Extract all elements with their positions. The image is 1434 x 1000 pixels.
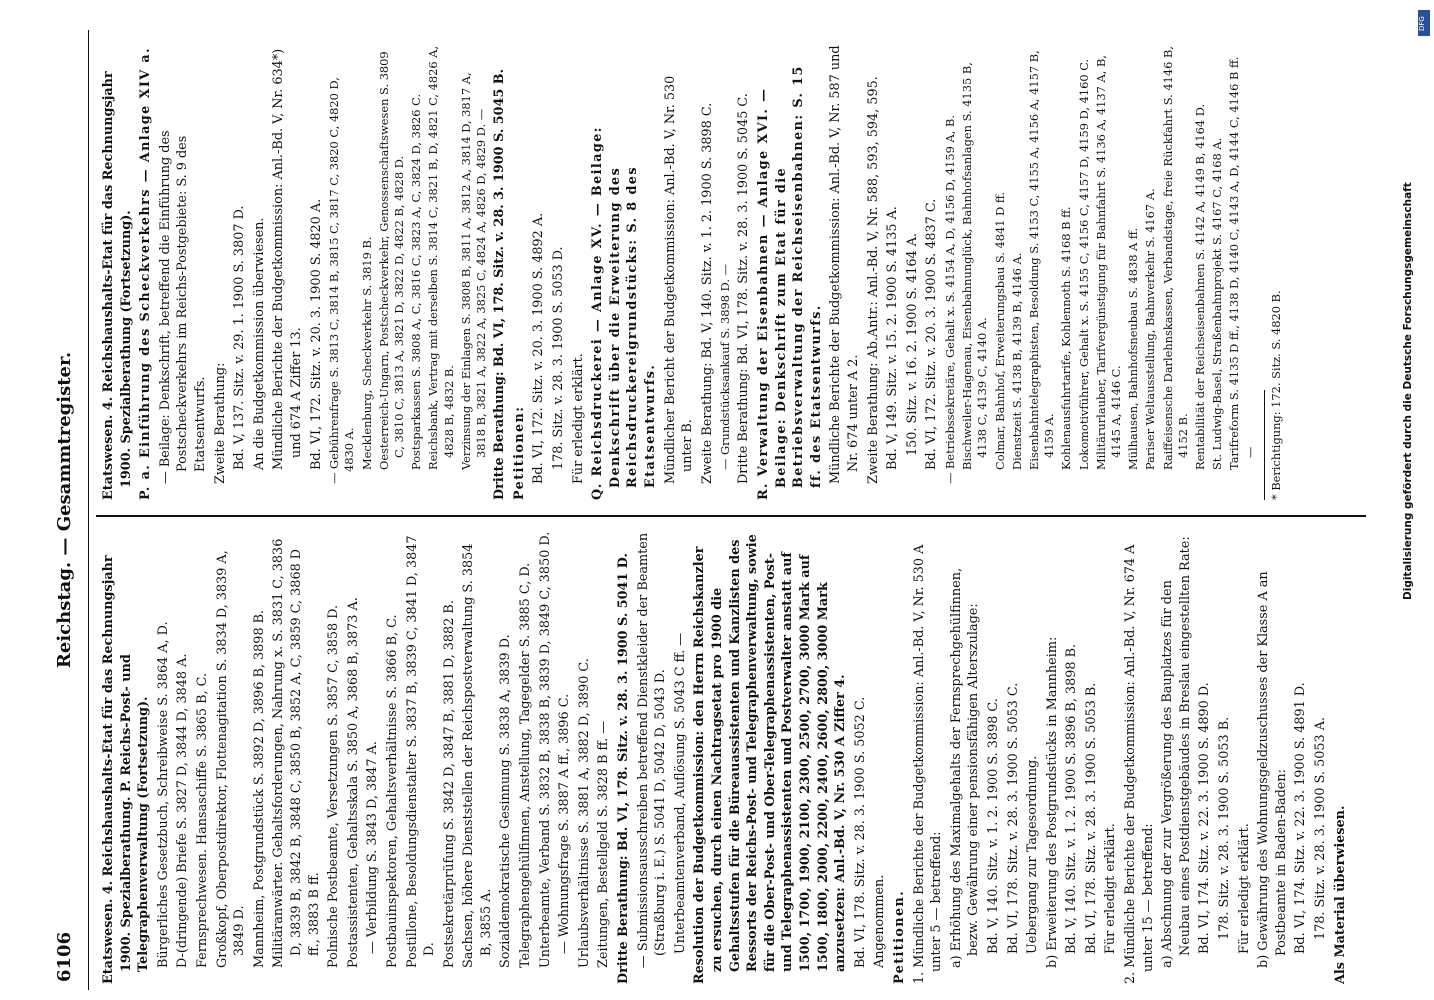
- index-entry: Bd. VI, 174. Sitz. v. 22. 3. 1900 S. 4890 D.: [1197, 682, 1213, 954]
- digitization-note: Digitalisierung gefördert durch die Deutsche Forschungsgemeinschaft: [1402, 182, 1414, 600]
- index-entry: Mannheim, Postgrundstück S. 3892 D, 3896 B, 3898 B.: [251, 609, 267, 968]
- index-entry: — Gebührenfrage S. 3813 C, 3814 B, 3815 C, 3817 C, 3820 C, 4820 D, 4830 A.: [327, 77, 357, 484]
- index-entry: a) Abschnung der zur Vergrößerung des Bauplatzes für den Neubau eines Postdienstgebäudes in Breslau eingestellten Rate:: [1160, 536, 1193, 968]
- index-entry: Militäranwärter. Gehaltsforderungen, Nahrung x. S. 3831 C, 3836 D, 3839 B, 3842 B, 3848 C, 3850 B, 3852 A, C, 3859 C, 3868 D ff., 3883 B ff.: [271, 538, 322, 968]
- index-entry: An die Budgetkommission überwiesen.: [251, 217, 267, 470]
- index-entry: — Grundstücksankauf S. 3898 D. —: [718, 263, 733, 470]
- index-entry: Postillone, Besoldungsdienstalter S. 3837 B, 3839 C, 3841 D, 3847 D.: [404, 535, 438, 968]
- left-column: [100, 529, 1400, 984]
- section-heading: P. a. Einführung des Scheckverkehrs — Anlage XIV a.: [138, 47, 154, 500]
- index-entry: b) Gewährung des Wohnungsgeldzuschusses der Klasse A an Postbeamte in Baden-Baden:: [1256, 571, 1289, 968]
- index-entry: Bd. VI, 178. Sitz. v. 28. 3. 1900 S. 5053 B.: [1083, 682, 1099, 954]
- section-heading: Petitionen:: [511, 405, 527, 500]
- index-entry: 2. Mündliche Berichte der Budgetkommission: Anl.-Bd. V, Nr. 674 A unter 15 — betreffend:: [1123, 544, 1156, 984]
- index-entry: Sozialdemokratische Gesinnung S. 3838 A, 3839 D.: [498, 634, 514, 968]
- footnote: * Berichtigung: 172. Sitz. S. 4820 B.: [1268, 290, 1283, 500]
- index-entry: Bd. VI, 178. Sitz. v. 28. 3. 1900 S. 5053 C.: [1005, 682, 1021, 954]
- section-heading: R. Verwaltung der Eisenbahnen — Anlage XVI. — Beilage: Denkschrift zum Etat für die Betriebsverwaltung der Reichseisenbahnen: S. 15 ff. des Etatsentwurfs.: [756, 65, 824, 500]
- index-entry: Dritte Berathung: Bd. VI, 178. Sitz. v. 28. 3. 1900 S. 5045 C.: [736, 93, 752, 484]
- index-entry: Oesterreich-Ungarn, Postscheckverkehr, Genossenschaftswesen S. 3809 C, 3810 C, 3813 A, 3821 D, 3822 D, 4822 B, 4828 D.: [376, 51, 406, 470]
- index-entry: Mündlicher Bericht der Budgetkommission: Anl.-Bd. V, Nr. 530 unter B.: [662, 75, 696, 484]
- index-entry: Resolution der Budgetkommission: den Herrn Reichskanzler zu ersuchen, durch einen Nachtragsetat pro 1900 die Gehaltsstufen für die Büreauassistenten und Kanzlisten des Ressorts der Reichs-Post- und Telegraphenverwaltung, sowie für die Ober-Post- und Ober-Telegraphenassistenten, Post- und Telegraphenassistenten und Postverwalter anstatt auf 1500, 1700, 1900, 2100, 2300, 2500, 2700, 3000 Mark auf 1500, 1800, 2000, 2200, 2400, 2600, 2800, 3000 Mark anzusetzen: Anl.-Bd. V, Nr. 530 A Ziffer 4.: [692, 534, 849, 984]
- index-entry: Raiffeisensche Darlehnskassen, Verbandstage, freie Rückfahrt S. 4146 B, 4152 B.: [1160, 46, 1190, 470]
- index-entry: Sachsen, höhere Dienststellen der Reichspostverwaltung S. 3854 B, 3855 A.: [461, 543, 494, 968]
- index-entry: Zweite Berathung: Ab.Antr.: Anl.-Bd. V, Nr. 588, 593, 594, 595.: [865, 76, 881, 484]
- index-entry: Pariser Weltausstellung, Bahnverkehr S. 4167 A.: [1143, 188, 1158, 470]
- index-entry: Lokomotivführer, Gehalt x. S. 4155 C, 4156 C, 4157 D, 4159 D, 4160 C.: [1076, 58, 1091, 470]
- index-entry: 178. Sitz. v. 28. 3. 1900 S. 5053 B.: [1217, 716, 1233, 940]
- index-entry: Verzinsung der Einlagen S. 3808 B, 3811 A, 3812 A, 3814 D, 3817 A, 3818 B, 3821 A, 3822 A, 3825 C, 4824 A, 4826 D, 4829 D. —: [458, 72, 488, 470]
- index-entry: Bischweiler-Hagenau, Eisenbahnunglück, Bahnhofsanlagen S. 4135 B, 4138 C, 4139 C, 4140 A.: [960, 62, 990, 470]
- index-entry: 178. Sitz. v. 28. 3. 1900 S. 5053 A.: [1313, 716, 1328, 940]
- index-entry: St. Ludwig-Basel, Straßenbahnprojekt S. 4167 C, 4168 A.: [1210, 137, 1225, 470]
- index-entry: Postbauinspektoren, Gehaltsverhältnisse S. 3866 B, C.: [384, 614, 400, 968]
- index-entry: Zeitungen, Bestellgeld S. 3828 B ff. —: [596, 720, 612, 968]
- index-entry: Kohlenausfuhrtarife, Kohlennoth S. 4168 B ff.: [1059, 206, 1074, 470]
- index-entry: 1. Mündliche Berichte der Budgetkommission: Anl.-Bd. V, Nr. 530 A unter 5 — betreffend:: [911, 544, 945, 984]
- index-entry: Bd. VI, 174. Sitz. v. 22. 3. 1900 S. 4891 D.: [1293, 682, 1309, 954]
- index-entry: Tarifreform S. 4135 D ff., 4138 D, 4140 C, 4143 A, D, 4144 C, 4146 B ff. —: [1227, 56, 1257, 470]
- index-entry: Mündliche Berichte der Budgetkommission: Anl.-Bd. V, Nr. 587 und Nr. 674 unter A 2.: [828, 45, 862, 484]
- index-entry: Bd. V, 149. Sitz. v. 15. 2. 1900 S. 4135 A.: [885, 206, 901, 470]
- index-entry: Dienstzeit S. 4138 B, 4139 B, 4146 A.: [1009, 252, 1024, 470]
- index-entry: Postassistenten, Gehaltsskala S. 3850 A, 3868 B, 3873 A.: [345, 597, 361, 968]
- index-entry: — Verbildung S. 3843 D, 3847 A.: [365, 741, 381, 954]
- footnote-rule: [1264, 390, 1265, 500]
- index-entry: Bd. VI, 172. Sitz. v. 20. 3. 1900 S. 4892 A.: [531, 212, 547, 484]
- index-entry: Militärurlauber, Tarifvergünstigung für Bahnfahrt S. 4136 A, 4137 A, B, 4145 A, 4146 C.: [1093, 55, 1124, 470]
- index-entry: Für erledigt erklärt.: [570, 353, 586, 484]
- running-head: [48, 30, 89, 990]
- index-entry: Angenommen.: [872, 874, 888, 968]
- section-heading: Petitionen.: [891, 889, 907, 984]
- index-entry: Dritte Berathung: Bd. VI, 178. Sitz. v. 28. 3. 1900 S. 5045 B.: [492, 68, 508, 500]
- index-entry: Mündliche Berichte der Budgetkommission: Anl.-Bd. V, Nr. 634*) und 674 A Ziffer 13.: [271, 48, 304, 470]
- index-entry: Telegraphengehülfinnen, Anstellung, Tagegelder S. 3885 C, D.: [518, 562, 534, 968]
- index-entry: Dritte Berathung: Bd. VI, 178. Sitz. v. 28. 3. 1900 S. 5041 D.: [616, 553, 632, 984]
- index-entry: Für erledigt erklärt.: [1236, 823, 1252, 954]
- page-number: 6106: [54, 931, 75, 982]
- index-entry: Postsekretärprüfung S. 3842 D, 3847 B, 3881 D, 3882 B.: [441, 600, 457, 968]
- index-entry: b) Erweiterung des Postgrundstücks in Mannheim:: [1044, 636, 1060, 968]
- index-entry: Bd. VI, 172. Sitz. v. 20. 3. 1900 S. 4820 A.: [308, 198, 324, 470]
- index-entry: Bd. VI, 172. Sitz. v. 20. 3. 1900 S. 4837 C.: [924, 198, 940, 470]
- rotated-page: [40, 30, 1420, 990]
- index-entry: Etatswesen. 4. Reichshaushalts-Etat für das Rechnungsjahr 1900. Spezialberathung. P. Reichs-Post- und Telegraphenverwaltung (Fortsetzung).: [101, 555, 152, 984]
- index-entry: Als Material überwiesen.: [1332, 805, 1348, 984]
- index-entry: — Wohnungsfrage S. 3887 A ff., 3896 C.: [557, 693, 573, 954]
- index-entry: Bd. V, 140. Sitz. v. 1. 2. 1900 S. 3898 C.: [985, 698, 1001, 954]
- index-entry: — Beilage: Denkschrift, betreffend die Einführung des Postscheckverkehrs im Reichs-Postgebiete: S. 9 des Etatsentwurfs.: [157, 130, 208, 484]
- page-title: Reichstag. — Gesammtregister.: [54, 351, 75, 669]
- index-entry: 178. Sitz. v. 28. 3. 1900 S. 5053 D.: [550, 246, 566, 470]
- index-entry: Rentabilität der Reichseisenbahnen S. 4142 A, 4149 B, 4164 D.: [1193, 103, 1208, 470]
- section-heading: Q. Reichsdruckerei — Anlage XV. — Beilage: Denkschrift über die Erweiterung des Reichsdruckereigrundstücks: S. 8 des Etatsentwurfs.: [590, 126, 658, 500]
- index-entry: Urlaubsverhältnisse S. 3881 A, 3882 D, 3890 C.: [576, 658, 592, 968]
- index-entry: Polnische Postbeamte, Versetzungen S. 3857 C, 3858 D.: [326, 604, 342, 968]
- index-entry: Eisenbahntelegraphisten, Besoldung S. 4153 C, 4155 A, 4156 A, 4157 B, 4159 A.: [1027, 50, 1057, 470]
- column-divider: [96, 516, 1366, 518]
- index-entry: — Submissionsausschreiben betreffend Dienstkleider der Beamten (Straßburg i. E.) S. 5041 D, 5042 D, 5043 D.: [635, 532, 669, 968]
- index-entry: Postsparkassen S. 3808 A, C, 3816 C, 3823 A, C, 3824 D, 3826 C.: [409, 93, 424, 470]
- index-entry: Unterbeamtenverband, Auflösung S. 5043 C ff. —: [672, 632, 688, 954]
- index-entry: 150. Sitz. v. 16. 2. 1900 S. 4164 A.: [904, 232, 920, 456]
- index-entry: Bd. VI, 178. Sitz. v. 28. 3. 1900 S. 5052 C.: [852, 696, 868, 968]
- index-entry: Unterbeamte, Verband S. 3832 B, 3838 B, 3839 D, 3849 C, 3850 D.: [537, 531, 553, 968]
- index-entry: Großkopf, Oberpostdirektor, Flottenagitation S. 3834 D, 3839 A, 3849 D.: [214, 550, 248, 968]
- index-entry: Etatswesen. 4. Reichshaushalts-Etat für das Rechnungsjahr 1900. Spezialberathung (Fortsetzung).: [101, 71, 134, 500]
- index-entry: Bd. V, 137. Sitz. v. 29. 1. 1900 S. 3807 D.: [232, 205, 248, 470]
- index-entry: Mecklenburg, Scheckverkehr S. 3819 B.: [359, 236, 374, 470]
- index-entry: Bd. V, 140. Sitz. v. 1. 2. 1900 S. 3896 B, 3898 B.: [1064, 643, 1080, 954]
- index-entry: Mülhausen, Bahnhofsneubau S. 4838 A ff.: [1126, 227, 1141, 470]
- index-entry: Bürgerliches Gesetzbuch, Schreibweise S. 3864 A, D.: [155, 621, 171, 968]
- dfg-logo-text: DFG: [1418, 16, 1426, 32]
- index-entry: D-(dringende) Briefe S. 3827 D, 3844 D, 3848 A.: [175, 653, 191, 968]
- index-entry: Fernsprechwesen. Hansaschiffe S. 3865 B, C.: [194, 672, 210, 968]
- index-entry: Colmar, Bahnhof, Erweiterungsbau S. 4841 D ff.: [992, 191, 1007, 470]
- index-entry: — Betriebssekretäre, Gehalt x. S. 4154 A, D, 4156 D, 4159 A, B.: [943, 115, 958, 484]
- right-column: [100, 45, 1400, 500]
- index-entry: Uebergang zur Tagesordnung.: [1025, 755, 1041, 954]
- index-entry: Reichsbank, Vertrag mit derselben S. 3814 C, 3821 B, D, 4821 C, 4826 A, 4828 B, 4832 B.: [426, 45, 456, 470]
- index-entry: Zweite Berathung:: [212, 362, 228, 484]
- index-entry: Für erledigt erklärt.: [1103, 823, 1119, 954]
- index-entry: a) Erhöhung des Maximalgehalts der Fernsprechgehülfinnen, bezw. Gewährung einer pensionsfähigen Alterszulage:: [948, 567, 982, 968]
- index-entry: Zweite Berathung: Bd. V, 140. Sitz. v. 1. 2. 1900 S. 3898 C.: [699, 102, 715, 484]
